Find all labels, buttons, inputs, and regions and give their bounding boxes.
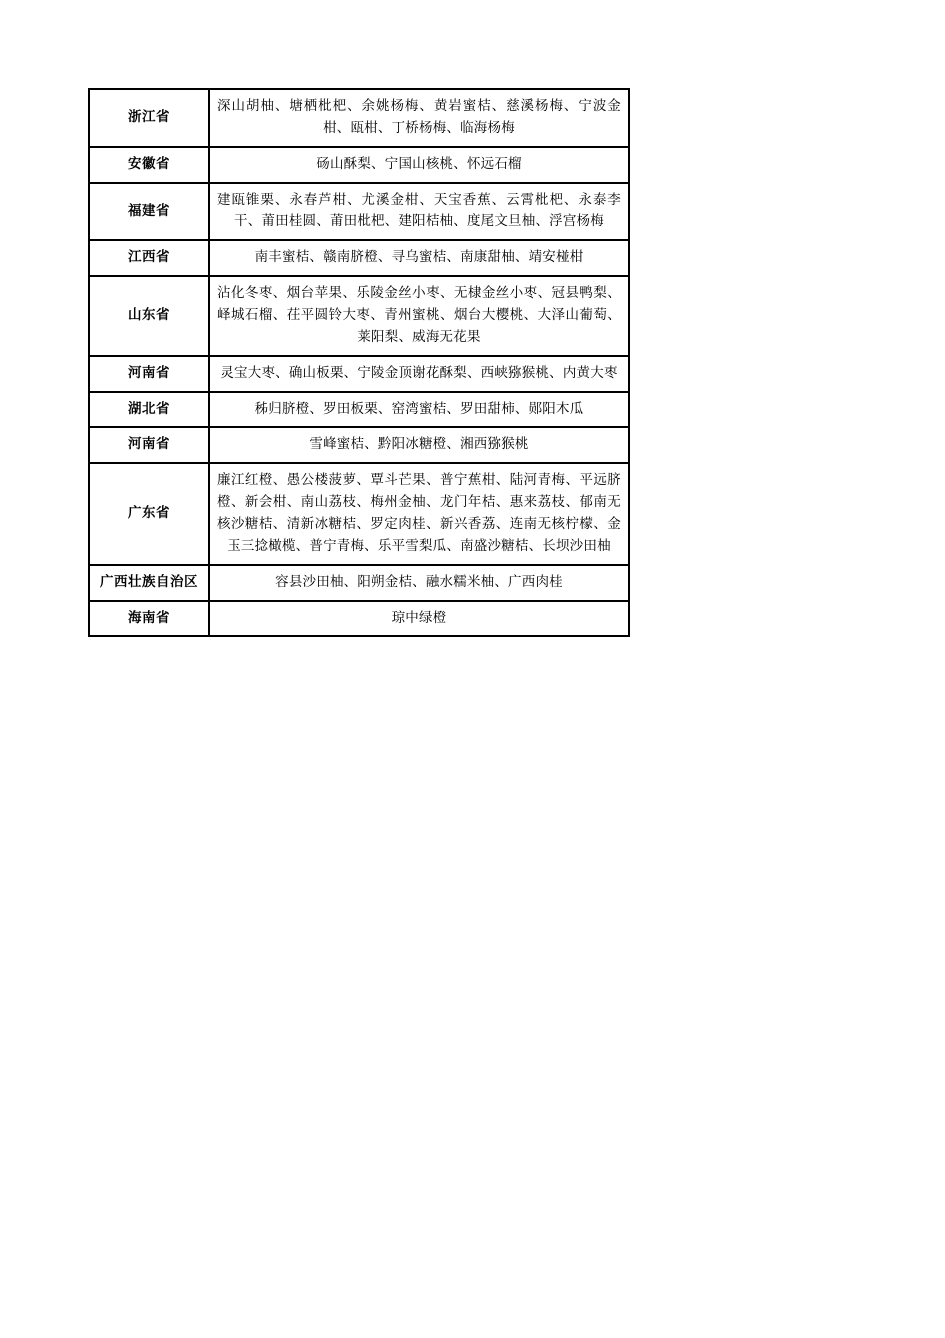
table-row [89,356,629,392]
province-cell: 福建省 [89,183,209,241]
table-container [88,88,621,637]
items-cell: 砀山酥梨、宁国山核桃、怀远石榴 [209,147,629,183]
table-row [89,240,629,276]
table-row [89,276,629,356]
table-row [89,89,629,147]
province-cell: 浙江省 [89,89,209,147]
table-row [89,147,629,183]
items-cell: 南丰蜜桔、赣南脐橙、寻乌蜜桔、南康甜柚、靖安椪柑 [209,240,629,276]
province-cell: 河南省 [89,427,209,463]
province-cell: 山东省 [89,276,209,356]
province-cell: 广西壮族自治区 [89,565,209,601]
items-cell: 灵宝大枣、确山板栗、宁陵金顶谢花酥梨、西峡猕猴桃、内黄大枣 [209,356,629,392]
table-row [89,463,629,564]
table-row [89,392,629,428]
table-body [89,89,629,636]
province-cell: 海南省 [89,601,209,637]
province-cell: 江西省 [89,240,209,276]
items-cell: 廉江红橙、愚公楼菠萝、覃斗芒果、普宁蕉柑、陆河青梅、平远脐橙、新会柑、南山荔枝、梅州金柚、龙门年桔、惠来荔枝、郁南无核沙糖桔、清新冰糖桔、罗定肉桂、新兴香荔、连南无核柠檬、金玉三捻橄榄、普宁青梅、乐平雪梨瓜、南盛沙糖桔、长坝沙田柚 [209,463,629,564]
province-cell: 湖北省 [89,392,209,428]
table-row [89,601,629,637]
table-row [89,427,629,463]
items-cell: 深山胡柚、塘栖枇杷、余姚杨梅、黄岩蜜桔、慈溪杨梅、宁波金柑、瓯柑、丁桥杨梅、临海杨梅 [209,89,629,147]
items-cell: 琼中绿橙 [209,601,629,637]
items-cell: 雪峰蜜桔、黔阳冰糖橙、湘西猕猴桃 [209,427,629,463]
province-cell: 河南省 [89,356,209,392]
table-row [89,183,629,241]
specialty-products-table [88,88,630,637]
items-cell: 建瓯锥栗、永春芦柑、尤溪金柑、天宝香蕉、云霄枇杷、永泰李干、莆田桂圆、莆田枇杷、建阳桔柚、度尾文旦柚、浮宫杨梅 [209,183,629,241]
items-cell: 秭归脐橙、罗田板栗、窑湾蜜桔、罗田甜柿、郧阳木瓜 [209,392,629,428]
items-cell: 沾化冬枣、烟台苹果、乐陵金丝小枣、无棣金丝小枣、冠县鸭梨、峄城石榴、茌平圆铃大枣、青州蜜桃、烟台大樱桃、大泽山葡萄、莱阳梨、威海无花果 [209,276,629,356]
province-cell: 安徽省 [89,147,209,183]
items-cell: 容县沙田柚、阳朔金桔、融水糯米柚、广西肉桂 [209,565,629,601]
province-cell: 广东省 [89,463,209,564]
table-row [89,565,629,601]
